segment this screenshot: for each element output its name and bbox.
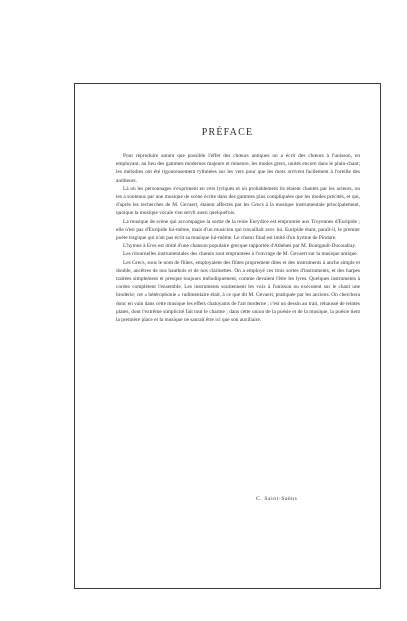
paragraph: L'hymne à Eros est imité d'une chanson populaire grecque rapportée d'Athènes par M. Bourgault-Ducoudray. <box>123 243 357 250</box>
paragraph: Là où les personnages s'expriment en vers lyriques et où probablement ils étaient chantés par les acteurs, on les a soutenus par une musique de scène écrite dans des gammes plus compliquées que les modes précités, et qui, d'après les recherches de M. Gevaert, étaient affectés par les Grecs à la musique instrumentale principalement, quoique la musique vocale s'en servît aussi quelquefois. <box>116 185 360 217</box>
signature: C. Saint-Saëns <box>256 496 298 502</box>
paragraph: Les Grecs, sous le nom de flûtes, employaient des flûtes proprement dites et des instruments à anche simple et double, ancêtres de nos hautbois et de nos clarinettes. On a employé ces trois sortes d'instruments, et des harpes traitées simplement et presque toujours mélodiquement, comme devaient l'être les lyres. Quelques instruments à cordes complètent l'ensemble. Les instruments soutiennent les voix à l'unisson ou exécutent sur le chant une broderie; cet « hétérophonie » rudimentaire était, à ce que dit M. Gevaert, pratiquée par les anciens. On cherchera donc en vain dans cette musique les effets chatoyants de l'art moderne ; c'est un dessin au trait, rehaussé de teintes plates, dont l'extrême simplicité fait tout le charme ; dans cette union de la poésie et de la musique, la poésie tient la première place et la musique ne saurait être ici que son auxiliaire. <box>116 259 360 324</box>
page-title: PRÉFACE <box>201 127 254 138</box>
paragraph: Les ritournelles instrumentales des chœurs sont empruntées à l'ouvrage de M. Gevaert sur la musique antique. <box>123 251 358 258</box>
preface-body <box>116 152 360 324</box>
paragraph: Pour reproduire autant que possible l'effet des chœurs antiques on a écrit des chœurs à l'unisson, en employant, au lieu des gammes modernes majeure et mineure, les modes grecs, unités encore dans le plain-chant; les mélodies ont été rigoureusement rythmées sur les vers pour que les mots arrivent facilement à l'oreille des auditeurs. <box>116 153 360 184</box>
paragraph: La musique de scène qui accompagne la sortie de la reine Eurydice est empruntée aux Troyennes d'Euripide ; elle n'est pas d'Euripide lui-même, mais d'un musicien qui travaillait avec lui. Euripide étant, paraît-il, le premier poète tragique qui n'ait pas écrit sa musique lui-même. Le chœur final est imité d'un hymne de Pindare. <box>116 218 360 242</box>
